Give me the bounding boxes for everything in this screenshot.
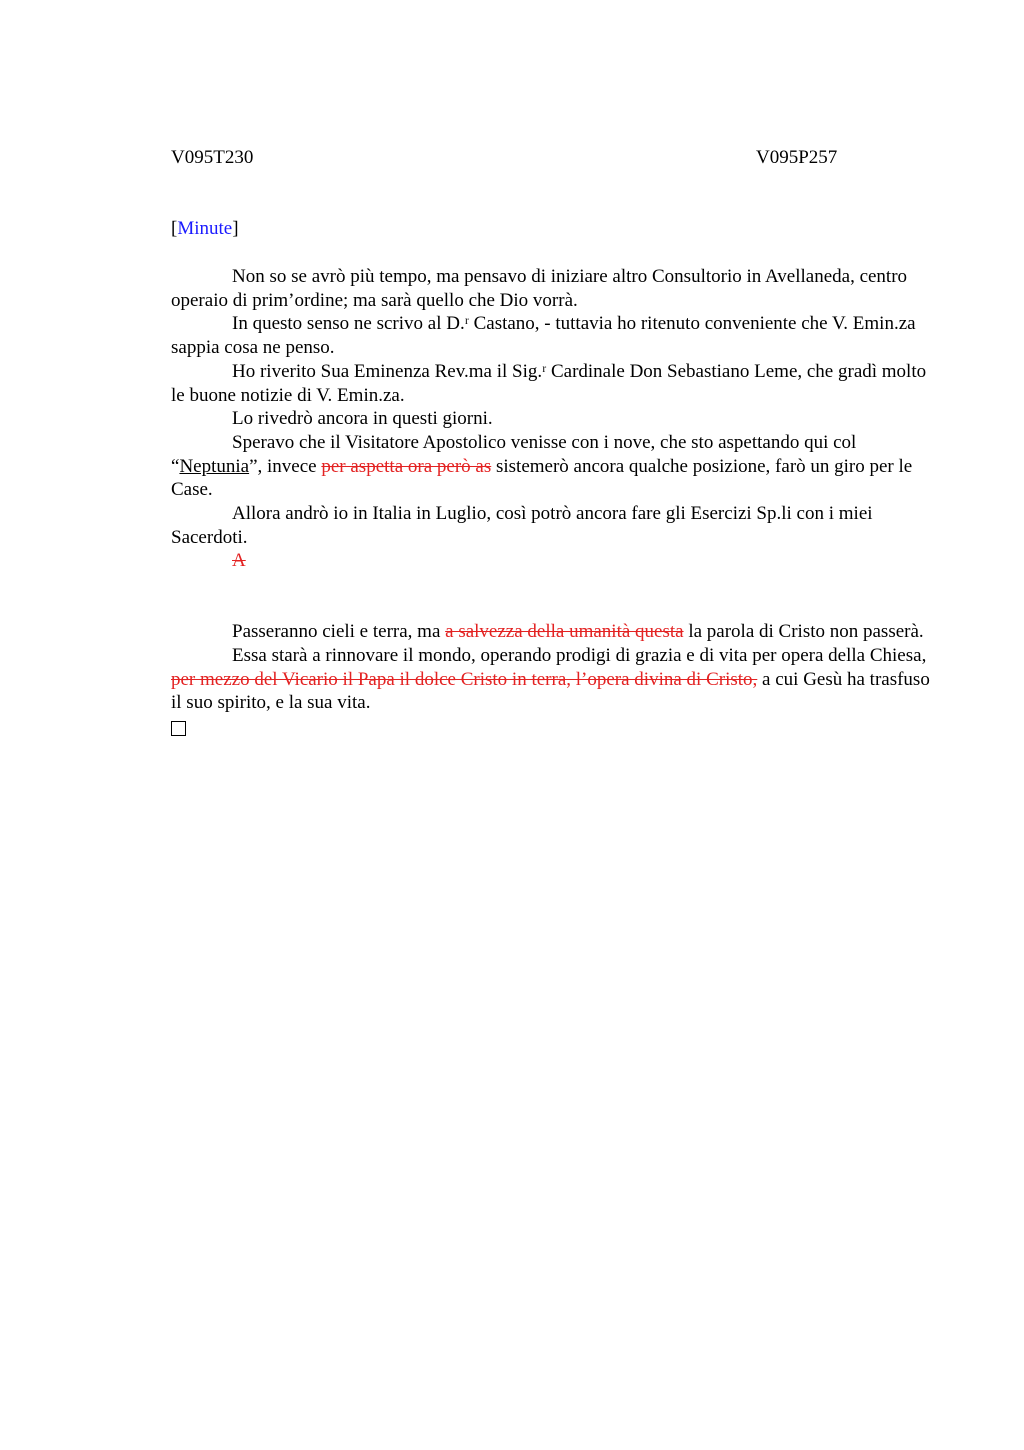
deleted-letter: A <box>232 550 246 572</box>
paragraph-5-text-b: ”, invece <box>249 455 322 477</box>
paragraph-2: In questo senso ne scrivo al D.ʳ Castano, - tuttavia ho ritenuto conveniente che V. Emin.za sappia cosa ne penso. <box>171 313 916 359</box>
deleted-text: per aspetta ora però as <box>321 455 492 477</box>
paragraph-4: Lo rivedrò ancora in questi giorni. <box>232 408 493 430</box>
paragraph-1: Non so se avrò più tempo, ma pensavo di iniziare altro Consultorio in Avellaneda, centro operaio di prim’ordine; ma sarà quello che Dio vorrà. <box>171 266 908 311</box>
label-close-bracket: ] <box>232 218 239 239</box>
paragraph-3: Ho riverito Sua Eminenza Rev.ma il Sig.ʳ Cardinale Don Sebastiano Leme, che gradì molto le buone notizie di V. Emin.za. <box>171 360 927 406</box>
minute-label <box>171 217 239 241</box>
deleted-text: per mezzo del Vicario il Papa il dolce Cristo in terra, l’opera divina di Cristo, <box>171 668 758 690</box>
paragraph-7 <box>171 549 931 573</box>
paragraph-6: Allora andrò io in Italia in Luglio, così potrò ancora fare gli Esercizi Sp.li con i miei Sacerdoti. <box>171 503 873 548</box>
paragraph-8-text-b: la parola di Cristo non passerà. <box>683 621 924 643</box>
paragraph-5 <box>171 431 931 502</box>
deleted-text: a salvezza della umanità questa <box>445 621 684 643</box>
label-word: Minute <box>177 218 233 239</box>
end-marker <box>171 715 931 743</box>
square-outline-icon <box>171 721 186 736</box>
paragraph-gap <box>171 573 931 620</box>
label-open-bracket: [ <box>171 218 178 239</box>
ship-name: Neptunia <box>179 455 250 477</box>
paragraph-5-text-a: Speravo che il Visitatore Apostolico venisse con i nove, che sto aspettando qui col “ <box>171 431 857 477</box>
letter-body <box>171 265 931 743</box>
paragraph-5-text-c: sistemerò ancora qualche posizione, farò un giro per le Case. <box>171 455 913 501</box>
left-reference-code: V095T230 <box>171 147 254 168</box>
paragraph-9-text-b: a cui Gesù ha trasfuso il suo spirito, e la sua vita. <box>171 668 930 714</box>
paragraph-8 <box>171 620 931 644</box>
paragraph-9 <box>171 644 931 715</box>
paragraph-8-text-a: Passeranno cieli e terra, ma <box>232 621 446 643</box>
right-reference-code: V095P257 <box>756 147 838 168</box>
paragraph-9-text-a: Essa starà a rinnovare il mondo, operando prodigi di grazia e di vita per opera della Chiesa, <box>232 644 927 666</box>
